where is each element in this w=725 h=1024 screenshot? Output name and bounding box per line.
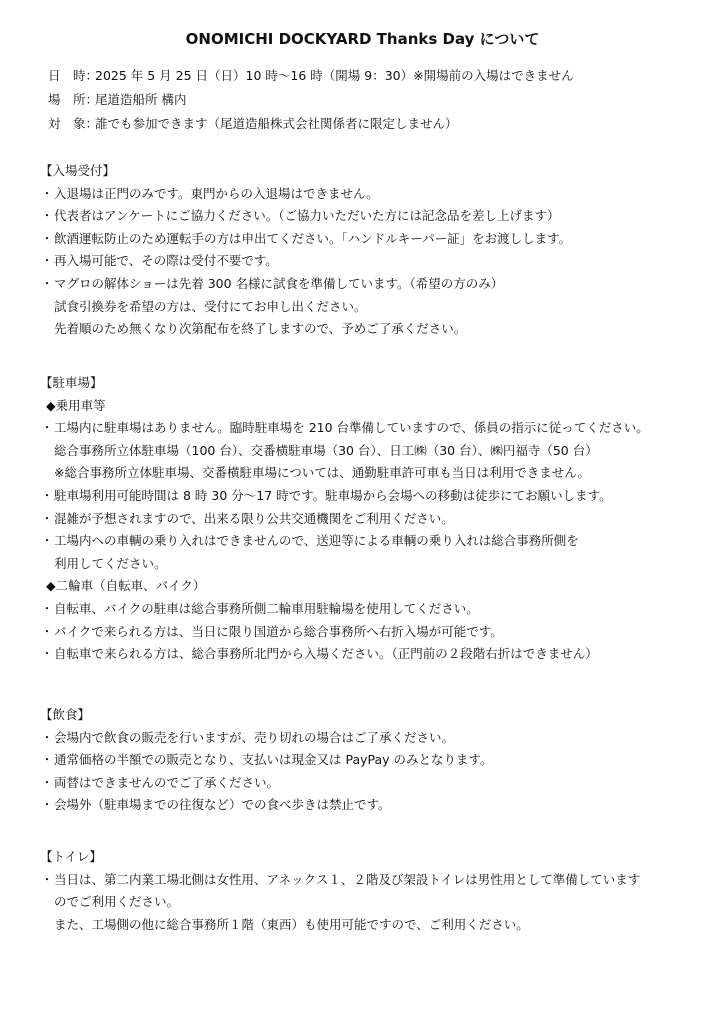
list-item-text: 工場内に駐車場はありません。臨時駐車場を 210 台準備していますので、係員の指示に従ってください。 (54, 420, 649, 436)
section-entry (40, 160, 571, 341)
bullet: ・ (40, 646, 54, 662)
bullet: ・ (40, 871, 54, 887)
section-heading: 【飲食】 (40, 707, 91, 722)
list-item-text: 混雑が予想されますので、出来る限り公共交通機関をご利用ください。 (54, 510, 454, 526)
section-heading: 【駐車場】 (40, 375, 103, 390)
info-label: 対 象： (48, 116, 99, 131)
info-label: 日 時： (48, 68, 99, 83)
list-item (40, 598, 649, 621)
event-info (48, 64, 574, 136)
bullet: ・ (40, 185, 54, 201)
section-heading: 【トイレ】 (40, 849, 102, 864)
bullet: ・ (40, 253, 54, 269)
list-item (40, 749, 493, 772)
bullet: ・ (40, 533, 54, 549)
list-item-text: 駐車場利用可能時間は 8 時 30 分〜17 時です。駐車場から会場への移動は徒歩にてお願いします。 (54, 487, 612, 503)
bullet: ・ (40, 510, 54, 526)
list-item-continuation: 利用してください。 (54, 555, 167, 571)
bullet: ・ (40, 623, 54, 639)
list-item-continuation: 試食引換券を希望の方は、受付にてお申し出ください。 (54, 298, 367, 314)
bullet: ・ (40, 752, 54, 768)
list-item-text: 代表者はアンケートにご協力ください。（ご協力いただいた方には記念品を差し上げます） (54, 208, 560, 224)
list-item-text: 会場外（駐車場までの往復など）での食べ歩きは禁止です。 (54, 797, 391, 813)
list-item-text: 自転車で来られる方は、総合事務所北門から入場ください。（正門前の２段階右折はできません） (54, 646, 598, 662)
list-item (40, 273, 571, 296)
info-label: 場 所： (48, 92, 99, 107)
bullet: ・ (40, 729, 54, 745)
info-value: 尾道造船所 構内 (95, 92, 187, 107)
section-food (40, 704, 493, 817)
list-item-text: 当日は、第二内業工場北側は女性用、アネックス１、２階及び架設トイレは男性用として準備しています (54, 871, 641, 887)
list-item (40, 869, 640, 892)
section-parking (40, 372, 649, 666)
info-target (48, 112, 574, 136)
page-title: ONOMICHI DOCKYARD Thanks Day について (185, 30, 540, 48)
list-item (40, 485, 649, 508)
list-item (40, 772, 493, 795)
info-value: 2025 年 5 月 25 日（日）10 時〜16 時（開場 9：30）※開場前の入場はできません (95, 68, 574, 83)
list-item-text: 通常価格の半額での販売となり、支払いは現金又は PayPay のみとなります。 (54, 752, 493, 768)
list-item-text: マグロの解体ショーは先着 300 名様に試食を準備しています。（希望の方のみ） (54, 275, 504, 291)
bullet: ・ (40, 487, 54, 503)
list-item-text: 会場内で飲食の販売を行いますが、売り切れの場合はご了承ください。 (54, 729, 455, 745)
list-item (40, 417, 649, 440)
bullet: ・ (40, 208, 54, 224)
info-place (48, 88, 574, 112)
list-item-continuation: また、工場側の他に総合事務所１階（東西）も使用可能ですので、ご利用ください。 (54, 916, 529, 932)
list-item (40, 621, 649, 644)
list-item-text: 再入場可能で、その際は受付不要です。 (54, 253, 278, 269)
list-item (40, 228, 571, 251)
info-date (48, 64, 574, 88)
bullet: ・ (40, 420, 54, 436)
bullet: ・ (40, 275, 54, 291)
list-item-continuation: 先着順のため無くなり次第配布を終了しますので、予めご了承ください。 (54, 321, 467, 337)
subsection-heading-cars: ◆乗用車等 (46, 397, 106, 413)
list-item-text: 飲酒運転防止のため運転手の方は申出てください。「ハンドルキーパー証」をお渡しします。 (54, 230, 572, 246)
list-item-text: バイクで来られる方は、当日に限り国道から総合事務所へ右折入場が可能です。 (54, 623, 503, 639)
bullet: ・ (40, 774, 54, 790)
info-value: 誰でも参加できます（尾道造船株式会社関係者に限定しません） (95, 116, 458, 131)
list-item (40, 250, 571, 273)
list-item-text: 工場内への車輌の乗り入れはできませんので、送迎等による車輌の乗り入れは総合事務所側を (54, 533, 579, 549)
list-item (40, 643, 649, 666)
list-item (40, 727, 493, 750)
bullet: ・ (40, 600, 54, 616)
list-item (40, 794, 493, 817)
list-item-text: 自転車、バイクの駐車は総合事務所側二輪車用駐輪場を使用してください。 (54, 600, 479, 616)
bullet: ・ (40, 230, 54, 246)
list-item-continuation: 総合事務所立体駐車場（100 台）、交番横駐車場（30 台）、日工㈱（30 台）、㈱円福寺（50 台） (54, 442, 598, 458)
list-item-text: 両替はできませんのでご了承ください。 (54, 774, 280, 790)
list-item (40, 508, 649, 531)
list-item (40, 530, 649, 553)
list-item (40, 183, 571, 206)
list-item-note: ※総合事務所立体駐車場、交番横駐車場については、通勤駐車許可車も当日は利用できません。 (54, 465, 590, 481)
list-item-text: 入退場は正門のみです。東門からの入退場はできません。 (54, 185, 379, 201)
section-toilet (40, 846, 640, 936)
subsection-heading-bikes: ◆二輪車（自転車、バイク） (46, 578, 206, 594)
list-item (40, 205, 571, 228)
bullet: ・ (40, 797, 54, 813)
section-heading: 【入場受付】 (40, 163, 116, 178)
list-item-continuation: のでご利用ください。 (54, 894, 180, 910)
